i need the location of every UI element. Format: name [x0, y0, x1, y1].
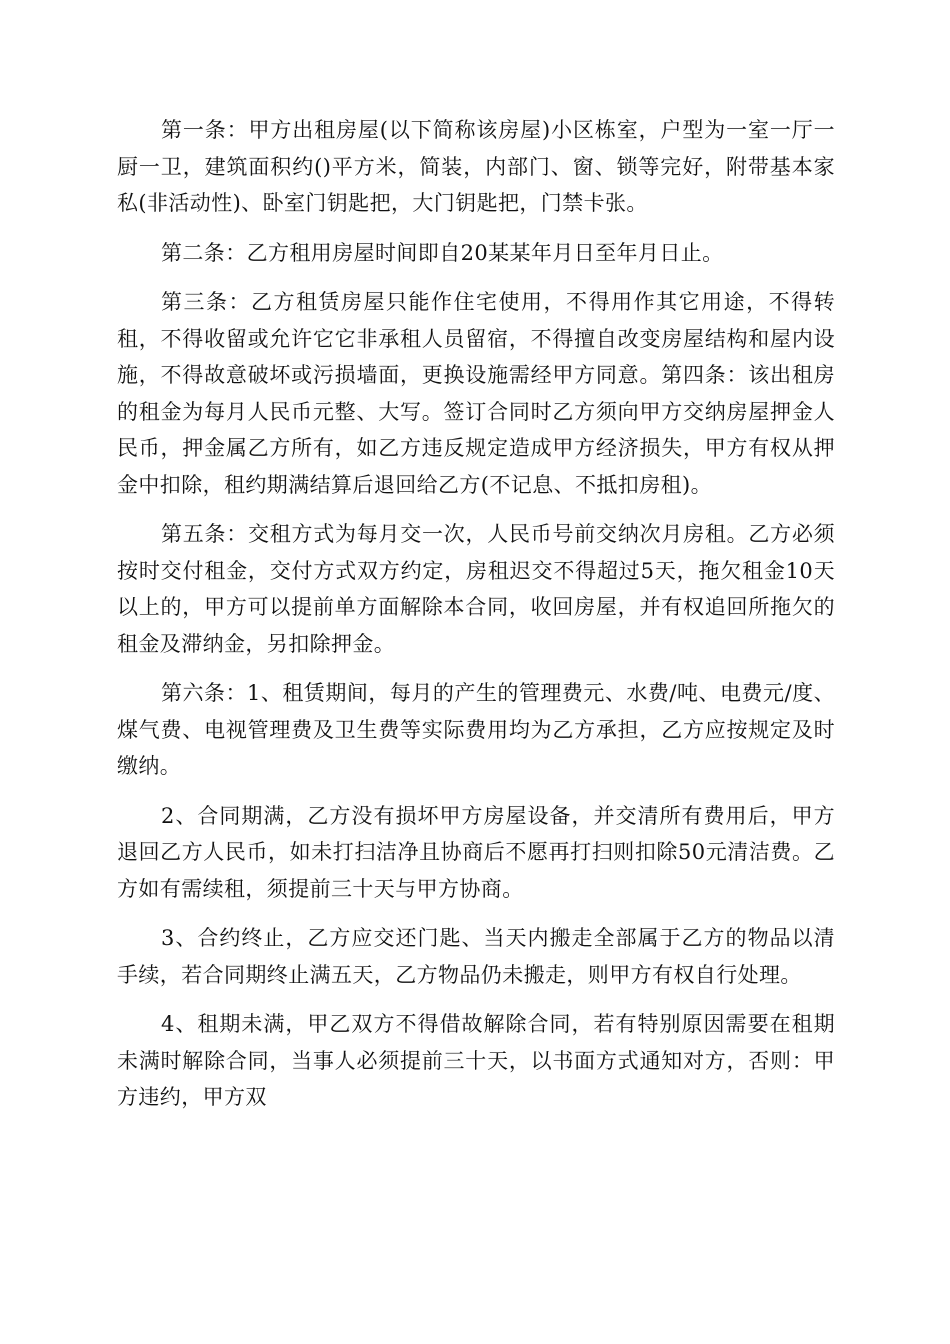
- paragraph-article-6-item-1: 第六条：1、租赁期间，每月的产生的管理费元、水费/吨、电费元/度、煤气费、电视管理费及卫生费等实际费用均为乙方承担，乙方应按规定及时缴纳。: [117, 681, 835, 778]
- paragraph-article-6-item-2: 2、合同期满，乙方没有损坏甲方房屋设备，并交清所有费用后，甲方退回乙方人民币，如未打扫洁净且协商后不愿再打扫则扣除50元清洁费。乙方如有需续租，须提前三十天与甲方协商。: [117, 803, 835, 901]
- paragraph-article-5: 第五条：交租方式为每月交一次，人民币号前交纳次月房租。乙方必须按时交付租金，交付方式双方约定，房租迟交不得超过5天，拖欠租金10天以上的，甲方可以提前单方面解除本合同，收回房屋，并有权追回所拖欠的租金及滞纳金，另扣除押金。: [117, 522, 835, 656]
- paragraph-article-6-item-4: 4、租期未满，甲乙双方不得借故解除合同，若有特别原因需要在租期未满时解除合同，当事人必须提前三十天，以书面方式通知对方，否则：甲方违约，甲方双: [117, 1012, 835, 1109]
- document-page: [117, 112, 835, 1129]
- paragraph-article-2: 第二条：乙方租用房屋时间即自20某某年月日至年月日止。: [161, 240, 724, 265]
- paragraph-article-1: 第一条：甲方出租房屋(以下简称该房屋)小区栋室，户型为一室一厅一厨一卫，建筑面积约()平方米，简装，内部门、窗、锁等完好，附带基本家私(非活动性)、卧室门钥匙把，大门钥匙把，门禁卡张。: [117, 118, 835, 215]
- paragraph-article-3-4: 第三条：乙方租赁房屋只能作住宅使用，不得用作其它用途，不得转租，不得收留或允许它它非承租人员留宿，不得擅自改变房屋结构和屋内设施，不得故意破坏或污损墙面，更换设施需经甲方同意。第四条：该出租房的租金为每月人民币元整、大写。签订合同时乙方须向甲方交纳房屋押金人民币，押金属乙方所有，如乙方违反规定造成甲方经济损失，甲方有权从押金中扣除，租约期满结算后退回给乙方(不记息、不抵扣房租)。: [117, 290, 835, 497]
- paragraph-article-6-item-3: 3、合约终止，乙方应交还门匙、当天内搬走全部属于乙方的物品以清手续，若合同期终止满五天，乙方物品仍未搬走，则甲方有权自行处理。: [117, 926, 835, 987]
